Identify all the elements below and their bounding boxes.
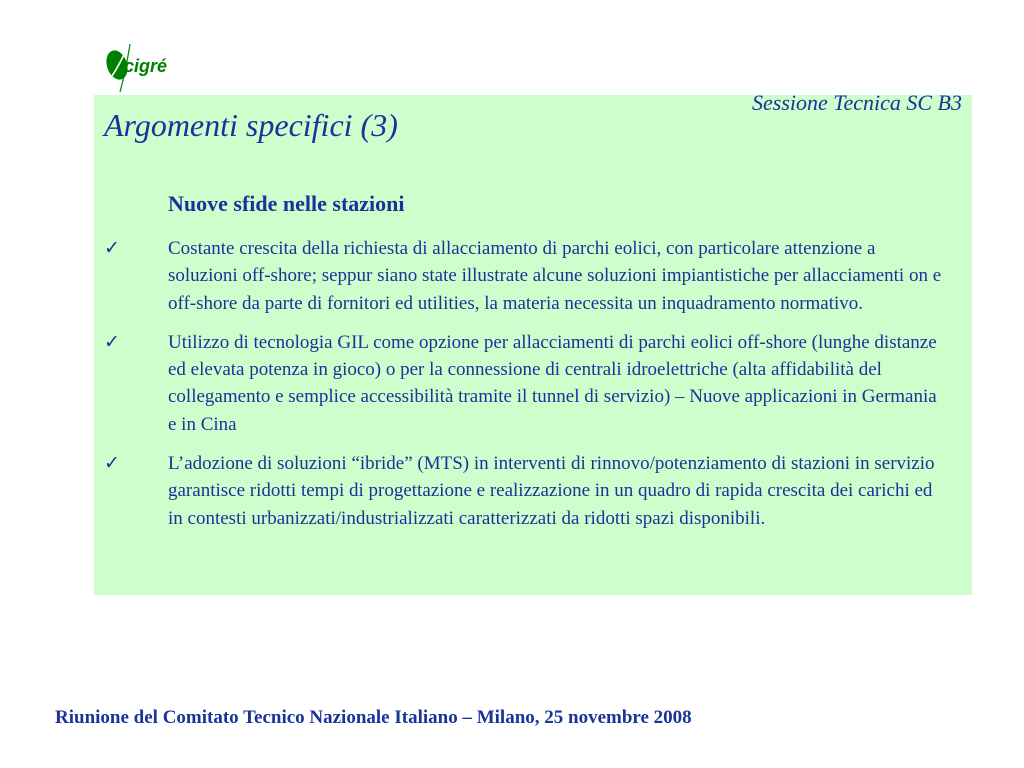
bullet-text: Utilizzo di tecnologia GIL come opzione per allacciamenti di parchi eolici off-shore (lunghe distanze ed elevata potenza in gioco) o per la connessione di centrali idroelettriche (alta affidabilità del collegamento e semplice accessibilità tramite il tunnel di servizio) – Nuove applicazioni in Germania e in Cina	[168, 331, 937, 435]
content-panel	[94, 95, 972, 595]
check-icon: ✓	[104, 330, 120, 353]
check-icon: ✓	[104, 237, 120, 259]
section-heading: Nuove sfide nelle stazioni	[168, 191, 405, 216]
bullet-item	[94, 329, 972, 438]
bullet-list	[94, 235, 972, 544]
session-label: Sessione Tecnica SC B3	[752, 90, 962, 115]
logo-text: cigré	[124, 56, 168, 76]
slide-title: Argomenti specifici (3)	[104, 107, 398, 143]
bullet-text: Costante crescita della richiesta di allacciamento di parchi eolici, con particolare attenzione a soluzioni off-shore; seppur siano state illustrate alcune soluzioni impiantistiche per allacciamenti on e off-shore da parte di fornitori ed utilities, la materia necessita un inquadramento normativo.	[168, 238, 942, 314]
bullet-item	[94, 450, 972, 532]
cigre-logo	[100, 40, 180, 100]
check-icon: ✓	[104, 452, 120, 475]
bullet-text: L’adozione di soluzioni “ibride” (MTS) in interventi di rinnovo/potenziamento di stazioni in servizio garantisce ridotti tempi di progettazione e realizzazione in un quadro di rapida crescita dei carichi ed in contesti urbanizzati/industrializzati caratterizzati da ridotti spazi disponibili.	[168, 453, 935, 529]
footer-text: Riunione del Comitato Tecnico Nazionale Italiano – Milano, 25 novembre 2008	[55, 707, 692, 728]
bullet-item	[94, 235, 972, 317]
cigre-logo-icon	[100, 40, 180, 100]
